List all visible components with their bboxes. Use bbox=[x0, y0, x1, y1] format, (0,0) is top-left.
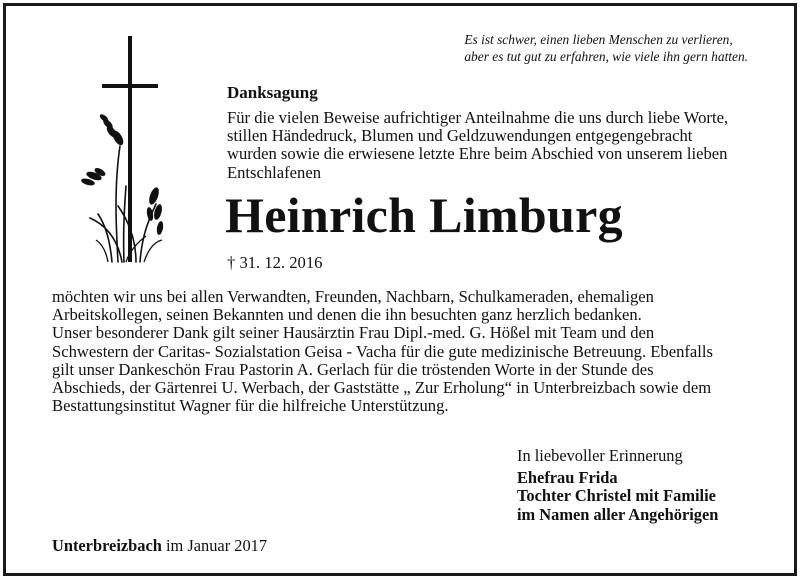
heading-danksagung: Danksagung bbox=[227, 83, 318, 102]
motto-line: aber es tut gut zu erfahren, wie viele ihn gern hatten. bbox=[464, 49, 748, 64]
cross-with-wheat-icon bbox=[78, 36, 168, 264]
obituary-frame bbox=[3, 3, 797, 576]
thanks-line: Arbeitskollegen, seinen Bekannten und denen die ihn besuchten ganz herzlich bedanken. bbox=[52, 305, 642, 325]
place-date-line bbox=[52, 536, 267, 556]
thanks-line: Bestattungsinstitut Wagner für die hilfreiche Unterstützung. bbox=[52, 396, 449, 416]
intro-line: wurden sowie die erwiesene letzte Ehre beim Abschied von unserem lieben bbox=[227, 144, 728, 164]
date-text: im Januar 2017 bbox=[165, 536, 268, 555]
place-name: Unterbreizbach bbox=[52, 536, 162, 555]
signer: im Namen aller Angehörigen bbox=[517, 504, 719, 524]
thanks-line: Unser besonderer Dank gilt seiner Hausärztin Frau Dipl.-med. G. Hößel mit Team und den bbox=[52, 323, 655, 343]
signer: Tochter Christel mit Familie bbox=[517, 486, 716, 506]
intro-line: stillen Händedruck, Blumen und Geldzuwendungen entgegengebracht bbox=[227, 126, 693, 146]
intro-line: Für die vielen Beweise aufrichtiger Anteilnahme die uns durch liebe Worte, bbox=[227, 108, 729, 127]
motto-quote bbox=[464, 31, 748, 65]
deceased-name: Heinrich Limburg bbox=[225, 187, 623, 243]
intro-text bbox=[227, 109, 787, 182]
thanks-line: gilt unser Dankeschön Frau Pastorin A. Gerlach für die tröstenden Worte in der Stunde des bbox=[52, 359, 654, 379]
motto-line: Es ist schwer, einen lieben Menschen zu verlieren, bbox=[464, 32, 733, 47]
thanks-line: Schwestern der Caritas- Sozialstation Geisa - Vacha für die gute medizinische Betreuung. Ebenfalls bbox=[52, 341, 713, 361]
signers-block bbox=[517, 469, 718, 524]
intro-line: Entschlafenen bbox=[227, 162, 321, 182]
signer: Ehefrau Frida bbox=[517, 468, 618, 487]
death-date: † 31. 12. 2016 bbox=[227, 253, 323, 272]
remembrance-line: In liebevoller Erinnerung bbox=[517, 446, 683, 465]
thanks-line: möchten wir uns bei allen Verwandten, Freunden, Nachbarn, Schulkameraden, ehemaligen bbox=[52, 287, 654, 306]
thanks-line: Abschieds, der Gärtenrei U. Werbach, der Gaststätte „ Zur Erholung“ in Unterbreizbach sowie dem bbox=[52, 378, 712, 398]
thanks-text bbox=[52, 288, 772, 415]
